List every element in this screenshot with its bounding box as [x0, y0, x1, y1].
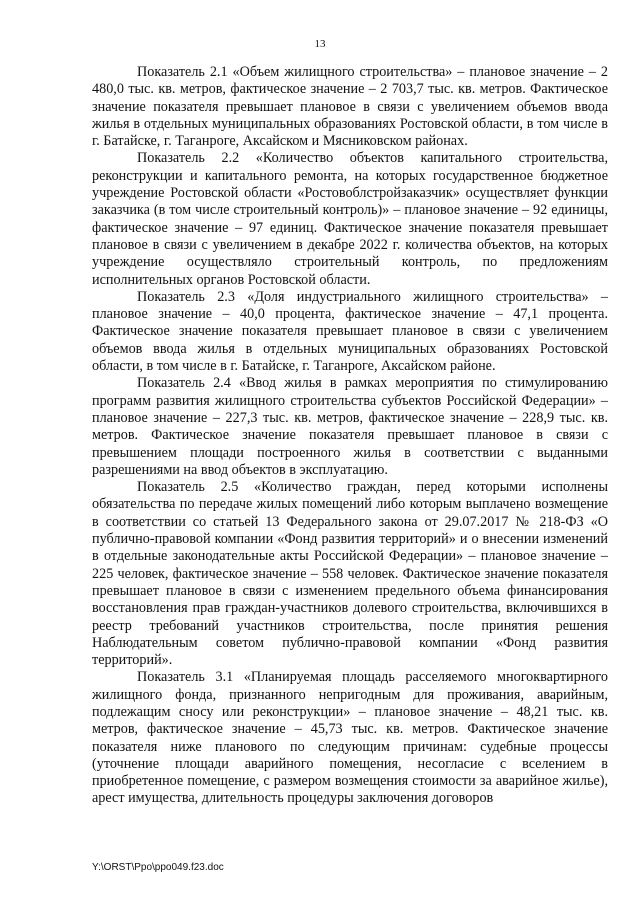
document-body [92, 64, 608, 808]
paragraph-indicator-3-1: Показатель 3.1 «Планируемая площадь расселяемого многоквартирного жилищного фонда, признанного непригодным для проживания, аварийным, подлежащим сносу или реконструкции» – плановое значение – 48,21 тыс. кв. метров, фактическое значение – 45,73 тыс. кв. метров. Фактическое значение показателя ниже планового по следующим причинам: судебные процессы (уточнение площади аварийного помещения, несогласие с вселением в приобретенное помещение, с размером возмещения стоимости за аварийное жилье), арест имущества, длительность процедуры заключения договоров [92, 669, 608, 807]
paragraph-indicator-2-5: Показатель 2.5 «Количество граждан, перед которыми исполнены обязательства по передаче жилых помещений либо которым выплачено возмещение в соответствии со статьей 13 Федерального закона от 29.07.2017 № 218-ФЗ «О публично-правовой компании «Фонд развития территорий» и о внесении изменений в отдельные законодательные акты Российской Федерации» – плановое значение – 225 человек, фактическое значение – 558 человек. Фактическое значение показателя превышает плановое в связи с изменением предельного объема финансирования восстановления прав граждан-участников долевого строительства, включившихся в реестр требований участников строительства, после принятия решения Наблюдательным советом публично-правовой компании «Фонд развития территорий». [92, 479, 608, 669]
paragraph-indicator-2-3: Показатель 2.3 «Доля индустриального жилищного строительства» – плановое значение – 40,0 процента, фактическое значение – 47,1 процента. Фактическое значение показателя превышает плановое в связи с увеличением объемов ввода жилья в отдельных муниципальных образованиях Ростовской области, в том числе в г. Батайске, г. Таганроге, Аксайском районе. [92, 288, 608, 375]
paragraph-indicator-2-4: Показатель 2.4 «Ввод жилья в рамках мероприятия по стимулированию программ развития жилищного строительства субъектов Российской Федерации» – плановое значение – 227,3 тыс. кв. метров, фактическое значение – 228,9 тыс. кв. метров. Фактическое значение показателя превышает плановое в связи с превышением площади построенного жилья в соответствии с выданными разрешениями на ввод объектов в эксплуатацию. [92, 375, 608, 478]
paragraph-indicator-2-2: Показатель 2.2 «Количество объектов капитального строительства, реконструкции и капитального ремонта, на которых государственное бюджетное учреждение Ростовской области «Ростовоблстройзаказчик» осуществляет функции заказчика (в том числе строительный контроль)» – плановое значение – 92 единицы, фактическое значение – 97 единиц. Фактическое значение показателя превышает плановое в связи с увеличением в декабре 2022 г. количества объектов, на которых учреждение осуществляло строительный контроль, по предложениям исполнительных органов Ростовской области. [92, 150, 608, 288]
paragraph-indicator-2-1: Показатель 2.1 «Объем жилищного строительства» – плановое значение – 2 480,0 тыс. кв. метров, фактическое значение – 2 703,7 тыс. кв. метров. Фактическое значение показателя превышает плановое в связи с увеличением объемов ввода жилья в отдельных муниципальных образованиях Ростовской области, в том числе в г. Батайске, г. Таганроге, Аксайском и Мясниковском районах. [92, 64, 608, 150]
footer-file-path: Y:\ORST\Ppo\ppo049.f23.doc [92, 862, 224, 873]
page-number: 13 [314, 38, 326, 50]
